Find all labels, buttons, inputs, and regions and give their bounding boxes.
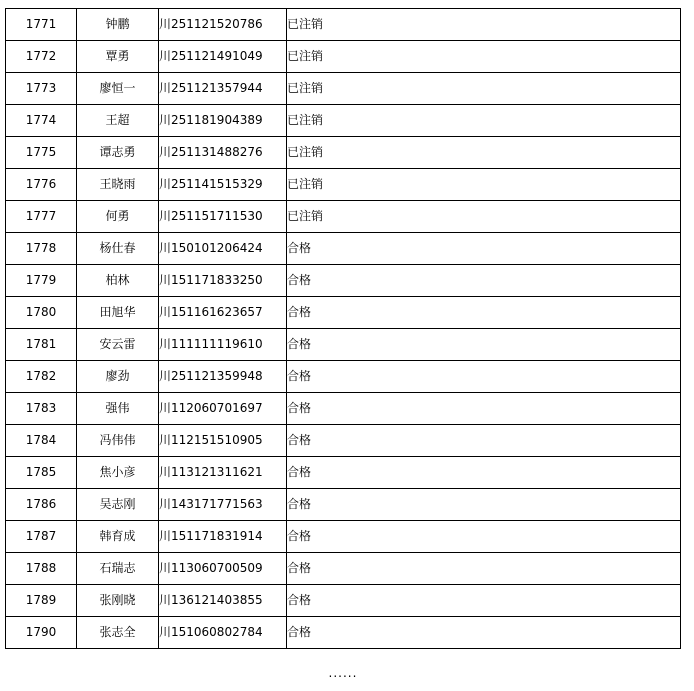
row-certificate-cell: 川113121311621 — [159, 457, 287, 489]
row-certificate-cell: 川151171833250 — [159, 265, 287, 297]
row-certificate-cell: 川251131488276 — [159, 137, 287, 169]
row-number-cell: 1775 — [6, 137, 77, 169]
row-status-cell: 合格 — [287, 585, 681, 617]
row-certificate-cell: 川251141515329 — [159, 169, 287, 201]
row-number-cell: 1782 — [6, 361, 77, 393]
row-number-cell: 1774 — [6, 105, 77, 137]
row-name-cell: 钟鹏 — [77, 9, 159, 41]
row-number-cell: 1783 — [6, 393, 77, 425]
table-row — [6, 137, 681, 169]
row-status-cell: 合格 — [287, 233, 681, 265]
table-row — [6, 329, 681, 361]
row-certificate-cell: 川112151510905 — [159, 425, 287, 457]
row-status-cell: 已注销 — [287, 41, 681, 73]
row-number-cell: 1785 — [6, 457, 77, 489]
table-row — [6, 201, 681, 233]
table-row — [6, 553, 681, 585]
row-number-cell: 1778 — [6, 233, 77, 265]
table-row — [6, 585, 681, 617]
row-number-cell: 1771 — [6, 9, 77, 41]
row-certificate-cell: 川150101206424 — [159, 233, 287, 265]
row-certificate-cell: 川251121357944 — [159, 73, 287, 105]
row-name-cell: 冯伟伟 — [77, 425, 159, 457]
row-status-cell: 已注销 — [287, 169, 681, 201]
table-row — [6, 521, 681, 553]
row-status-cell: 已注销 — [287, 137, 681, 169]
row-status-cell: 已注销 — [287, 105, 681, 137]
row-name-cell: 廖劲 — [77, 361, 159, 393]
row-name-cell: 杨仕春 — [77, 233, 159, 265]
row-status-cell: 合格 — [287, 457, 681, 489]
row-status-cell: 合格 — [287, 521, 681, 553]
row-status-cell: 已注销 — [287, 201, 681, 233]
row-number-cell: 1784 — [6, 425, 77, 457]
table-row — [6, 297, 681, 329]
table-row — [6, 169, 681, 201]
table-row — [6, 73, 681, 105]
row-number-cell: 1779 — [6, 265, 77, 297]
row-name-cell: 焦小彦 — [77, 457, 159, 489]
row-number-cell: 1786 — [6, 489, 77, 521]
table-row — [6, 425, 681, 457]
row-number-cell: 1780 — [6, 297, 77, 329]
row-status-cell: 合格 — [287, 361, 681, 393]
continuation-ellipsis: ...... — [328, 666, 358, 680]
row-status-cell: 合格 — [287, 425, 681, 457]
row-number-cell: 1788 — [6, 553, 77, 585]
row-name-cell: 王晓雨 — [77, 169, 159, 201]
records-table — [5, 8, 681, 649]
row-status-cell: 合格 — [287, 489, 681, 521]
row-name-cell: 田旭华 — [77, 297, 159, 329]
row-status-cell: 已注销 — [287, 73, 681, 105]
row-name-cell: 张刚晓 — [77, 585, 159, 617]
row-certificate-cell: 川136121403855 — [159, 585, 287, 617]
row-status-cell: 合格 — [287, 297, 681, 329]
row-status-cell: 合格 — [287, 393, 681, 425]
table-row — [6, 9, 681, 41]
table-row — [6, 233, 681, 265]
row-name-cell: 吴志刚 — [77, 489, 159, 521]
row-name-cell: 廖恒一 — [77, 73, 159, 105]
row-name-cell: 柏林 — [77, 265, 159, 297]
row-name-cell: 王超 — [77, 105, 159, 137]
row-certificate-cell: 川112060701697 — [159, 393, 287, 425]
row-number-cell: 1776 — [6, 169, 77, 201]
table-row — [6, 265, 681, 297]
row-certificate-cell: 川251151711530 — [159, 201, 287, 233]
row-status-cell: 合格 — [287, 553, 681, 585]
row-number-cell: 1790 — [6, 617, 77, 649]
row-name-cell: 安云雷 — [77, 329, 159, 361]
row-name-cell: 强伟 — [77, 393, 159, 425]
row-certificate-cell: 川251121491049 — [159, 41, 287, 73]
row-certificate-cell: 川251181904389 — [159, 105, 287, 137]
table-row — [6, 393, 681, 425]
row-number-cell: 1772 — [6, 41, 77, 73]
table-row — [6, 489, 681, 521]
row-certificate-cell: 川251121359948 — [159, 361, 287, 393]
row-certificate-cell: 川113060700509 — [159, 553, 287, 585]
row-certificate-cell: 川151060802784 — [159, 617, 287, 649]
row-certificate-cell: 川111111119610 — [159, 329, 287, 361]
row-certificate-cell: 川251121520786 — [159, 9, 287, 41]
row-certificate-cell: 川151171831914 — [159, 521, 287, 553]
row-name-cell: 韩育成 — [77, 521, 159, 553]
table-row — [6, 105, 681, 137]
row-number-cell: 1787 — [6, 521, 77, 553]
row-status-cell: 合格 — [287, 265, 681, 297]
table-row — [6, 617, 681, 649]
row-number-cell: 1781 — [6, 329, 77, 361]
table-row — [6, 457, 681, 489]
row-name-cell: 何勇 — [77, 201, 159, 233]
row-number-cell: 1777 — [6, 201, 77, 233]
row-status-cell: 合格 — [287, 329, 681, 361]
row-name-cell: 谭志勇 — [77, 137, 159, 169]
row-certificate-cell: 川151161623657 — [159, 297, 287, 329]
row-name-cell: 张志全 — [77, 617, 159, 649]
table-row — [6, 41, 681, 73]
row-number-cell: 1773 — [6, 73, 77, 105]
row-certificate-cell: 川143171771563 — [159, 489, 287, 521]
table-row — [6, 361, 681, 393]
row-number-cell: 1789 — [6, 585, 77, 617]
row-status-cell: 已注销 — [287, 9, 681, 41]
row-name-cell: 覃勇 — [77, 41, 159, 73]
row-status-cell: 合格 — [287, 617, 681, 649]
records-table-body — [6, 9, 681, 649]
row-name-cell: 石瑞志 — [77, 553, 159, 585]
